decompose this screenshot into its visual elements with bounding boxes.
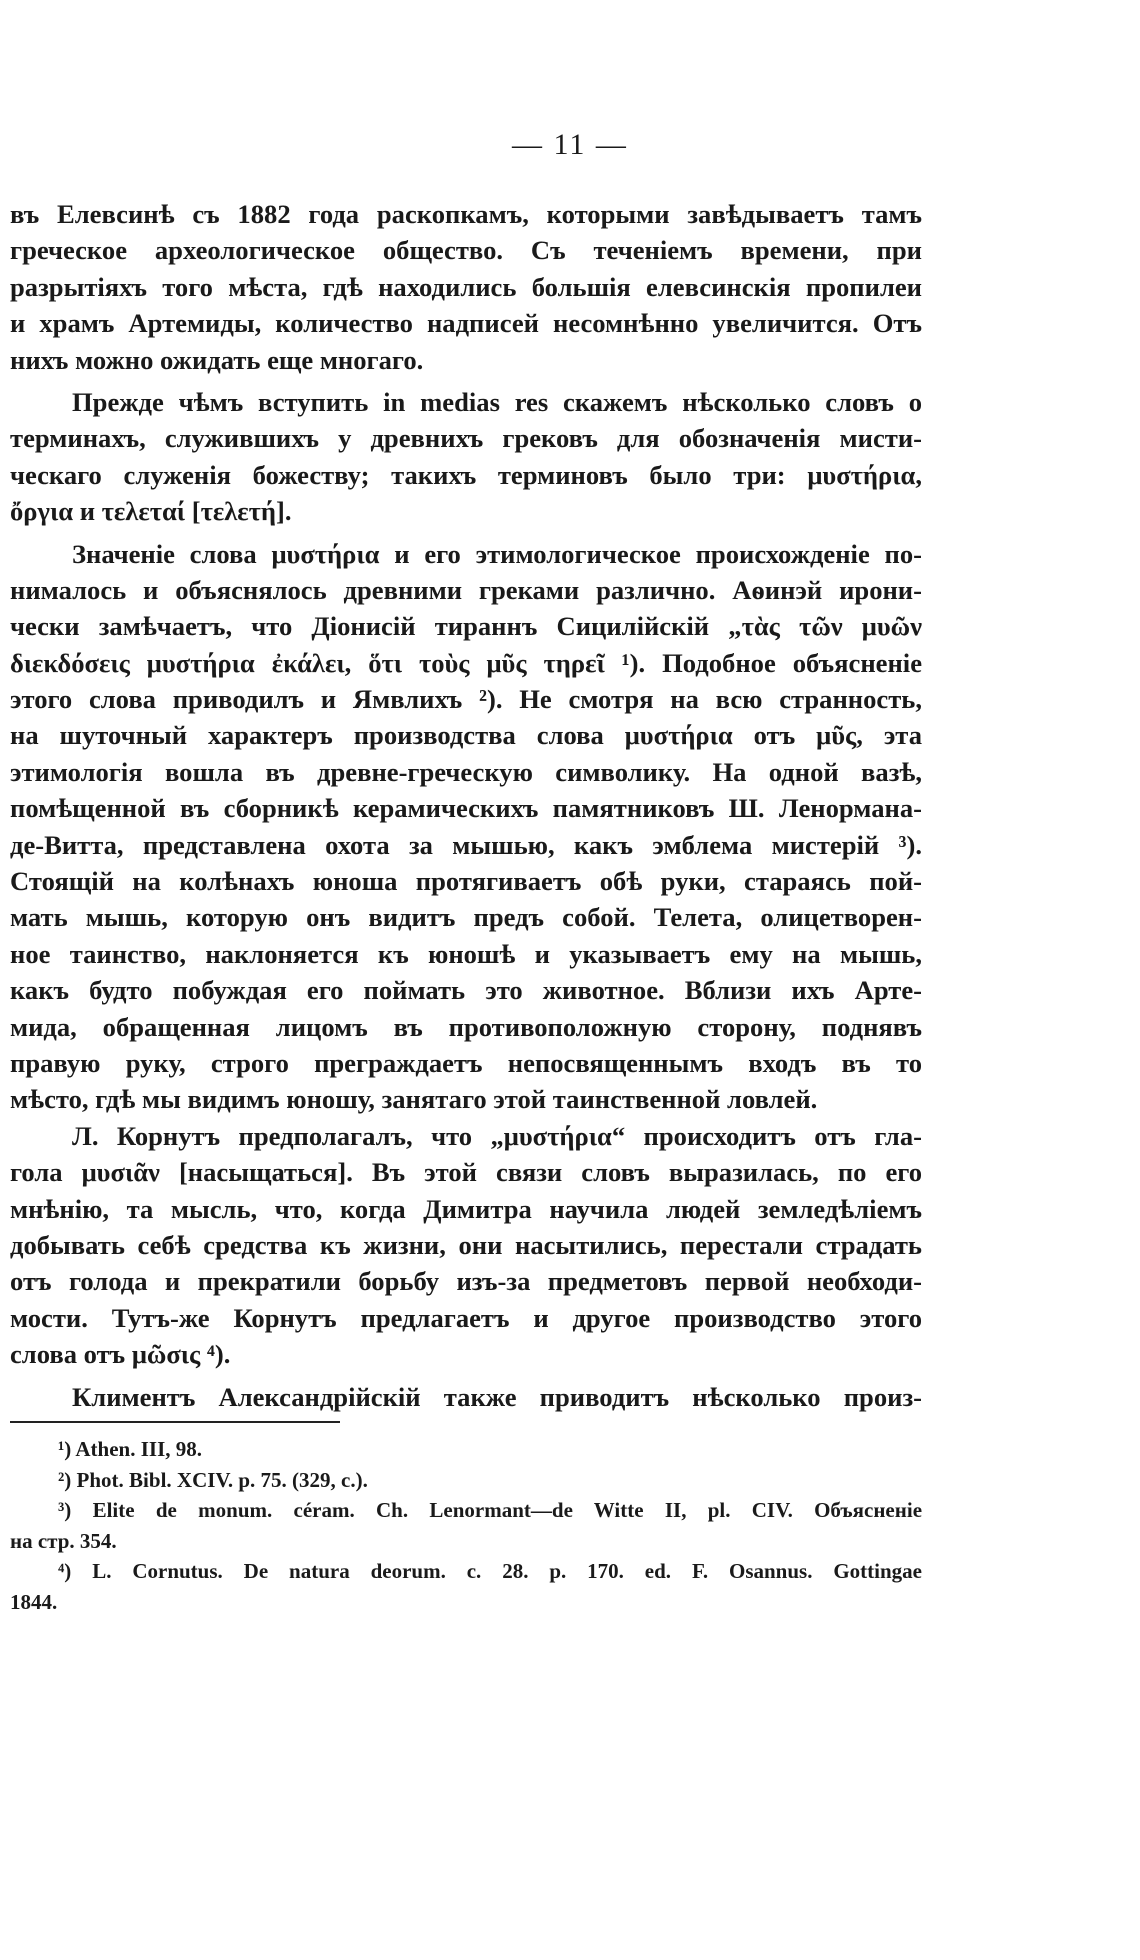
footnotes [10,1434,922,1617]
text-line: де-Витта, представлена охота за мышью, какъ эмблема мистерій ³). [10,829,922,860]
text-line: отъ голода и прекратили борьбу изъ-за предметовъ первой необходи- [10,1266,922,1297]
footnote-text: L. Cornutus. De natura deorum. c. 28. p. 170. ed. F. Osannus. Gottingae [92,1559,922,1583]
text-line: какъ будто побуждая его поймать это животное. Вблизи ихъ Арте- [10,975,922,1006]
body-text [10,196,922,1415]
footnote-text: Elite de monum. céram. Ch. Lenormant—de Witte II, pl. CIV. Объясненіе [92,1498,923,1522]
text-line: этого слова приводилъ и Ямвлихъ ²). Не смотря на всю странность, [10,684,922,715]
text-line: ческаго служенія божеству; такихъ терминовъ было три: μυστήρια, [10,459,922,490]
text-line: нималось и объяснялось древними греками различно. Аѳинэй ирони- [10,574,922,605]
text-line: нихъ можно ожидать еще многаго. [10,344,424,375]
text-line: Стоящій на колѣнахъ юноша протягиваетъ обѣ руки, стараясь пой- [10,866,922,897]
text-line: правую руку, строго преграждаетъ непосвященнымъ входъ въ то [10,1047,922,1078]
footnote [10,1556,922,1587]
footnote [10,1434,922,1465]
text-line: мида, обращенная лицомъ въ противоположную сторону, поднявъ [10,1011,922,1042]
text-line: помѣщенной въ сборникѣ керамическихъ памятниковъ Ш. Ленормана- [10,793,922,824]
text-line: Значеніе слова μυστήρια и его этимологическое происхожденіе по- [72,538,922,569]
footnote-marker: ³) [58,1498,72,1522]
footnote-continuation: 1844. [10,1589,58,1614]
footnote [10,1495,922,1526]
text-line: слова отъ μῶσις ⁴). [10,1339,231,1370]
paragraph [10,196,922,378]
text-line: ὄργια и τελεταί [τελετή]. [10,496,292,527]
paragraph [10,536,922,1118]
text-line: Климентъ Александрійскій также приводитъ нѣсколько произ- [72,1381,922,1412]
paragraph [10,1118,922,1373]
footnote-marker: ¹) [58,1437,72,1461]
text-line: διεκδόσεις μυστήρια ἐκάλει, ὅτι τοὺς μῦς τηρεῖ ¹). Подобное объясненіе [10,647,922,678]
text-line: мнѣнію, та мысль, что, когда Димитра научила людей земледѣліемъ [10,1193,922,1224]
text-line: на шуточный характеръ производства слова μυστήρια отъ μῦς, эта [10,720,922,751]
text-line: мѣсто, гдѣ мы видимъ юношу, занятаго этой таинственной ловлей. [10,1084,818,1115]
text-line: гола μυσιᾶν [насыщаться]. Въ этой связи словъ выразилась, по его [10,1157,922,1188]
text-line: и храмъ Артемиды, количество надписей несомнѣнно увеличится. Отъ [10,308,922,339]
text-line: ное таинство, наклоняется къ юношѣ и указываетъ ему на мышь, [10,938,922,969]
text-line: греческое археологическое общество. Съ теченіемъ времени, при [10,235,922,266]
paragraph [10,1379,922,1415]
paragraph [10,384,922,530]
text-line: чески замѣчаетъ, что Діонисій тираннъ Сицилійскій „τὰς τῶν μυῶν [10,611,922,642]
page-number: — 11 — [512,128,628,161]
text-line: мости. Тутъ-же Корнутъ предлагаетъ и другое производство этого [10,1302,922,1333]
text-line: разрытіяхъ того мѣста, гдѣ находились большія елевсинскія пропилеи [10,271,922,302]
footnote-divider [10,1421,340,1423]
footnote-continuation: на стр. 354. [10,1528,117,1553]
footnote-text: Athen. III, 98. [75,1437,202,1461]
text-line: мать мышь, которую онъ видитъ предъ собой. Телета, олицетворен- [10,902,922,933]
text-line: Прежде чѣмъ вступить in medias res скажемъ нѣсколько словъ о [72,386,922,417]
footnote-text: Phot. Bibl. XCIV. p. 75. (329, c.). [76,1467,368,1492]
text-line: этимологія вошла въ древне-греческую символику. На одной вазѣ, [10,756,922,787]
text-line: въ Елевсинѣ съ 1882 года раскопкамъ, которыми завѣдываетъ тамъ [10,199,922,229]
text-line: добывать себѣ средства къ жизни, они насытились, перестали страдать [10,1229,922,1260]
text-line: Л. Корнутъ предполагалъ, что „μυστήρια“ происходитъ отъ гла- [72,1120,922,1151]
text-line: терминахъ, служившихъ у древнихъ грековъ для обозначенія мисти- [10,423,922,454]
footnote [10,1465,922,1496]
footnote-marker: ⁴) [58,1559,72,1583]
footnote-marker: ²) [58,1467,72,1492]
